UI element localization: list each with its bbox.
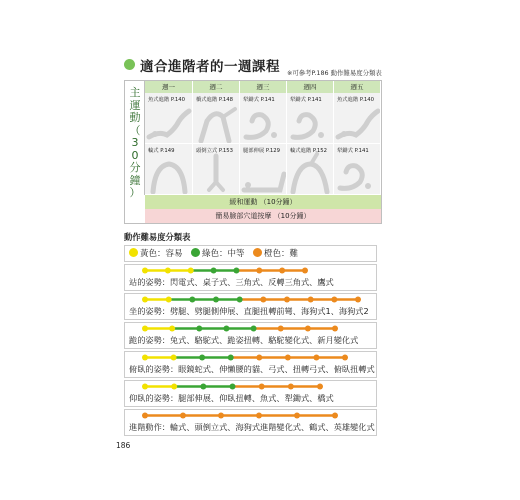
pose-list-text: 仰臥的姿勢：腿部伸展、仰臥扭轉、魚式、犁鋤式、橋式 bbox=[129, 393, 334, 403]
difficulty-dot-icon bbox=[256, 268, 262, 274]
difficulty-dot-icon bbox=[211, 268, 217, 274]
title-bullet-icon bbox=[124, 59, 135, 70]
difficulty-track bbox=[125, 412, 355, 419]
difficulty-dot-icon bbox=[331, 297, 337, 303]
difficulty-dot-icon bbox=[142, 413, 148, 419]
page-title: 適合進階者的一週課程 bbox=[140, 59, 280, 75]
difficulty-dot-icon bbox=[233, 268, 239, 274]
reference-note: ※可參考P.186 動作難易度分類表 bbox=[287, 69, 382, 77]
difficulty-row bbox=[124, 351, 377, 378]
yoga-pose-figure-icon bbox=[334, 101, 381, 144]
difficulty-dot-icon bbox=[171, 355, 177, 361]
schedule-cell bbox=[240, 144, 287, 195]
legend-item-hard bbox=[253, 247, 298, 261]
difficulty-row bbox=[124, 264, 377, 291]
difficulty-dot-icon bbox=[171, 384, 177, 390]
difficulty-dot-icon bbox=[332, 326, 338, 332]
pose-label: 輪式 P.149 bbox=[148, 148, 175, 154]
day-header-mon: 週一 bbox=[145, 81, 193, 93]
schedule-cell bbox=[193, 144, 240, 195]
yoga-pose-figure-icon bbox=[334, 152, 381, 195]
yoga-pose-figure-icon bbox=[193, 152, 240, 195]
difficulty-dot-icon bbox=[278, 326, 284, 332]
pose-list-text: 站的姿勢：閃電式、桌子式、三角式、反轉三角式、鷹式 bbox=[129, 277, 334, 287]
difficulty-dot-icon bbox=[223, 326, 229, 332]
pose-label: 犁鋤式 P.141 bbox=[337, 148, 369, 154]
schedule-cell bbox=[145, 144, 193, 195]
difficulty-track bbox=[125, 325, 355, 332]
difficulty-section-title: 動作難易度分類表 bbox=[124, 232, 191, 242]
yoga-pose-figure-icon bbox=[145, 152, 193, 195]
difficulty-dot-icon bbox=[256, 355, 262, 361]
legend-label: 黃色：容易 bbox=[140, 249, 183, 259]
difficulty-dot-icon bbox=[200, 384, 206, 390]
schedule-cell bbox=[287, 93, 334, 144]
green-dot-icon bbox=[191, 248, 200, 257]
difficulty-dot-icon bbox=[142, 297, 148, 303]
pose-label: 犁鋤式 P.141 bbox=[290, 97, 322, 103]
difficulty-dot-icon bbox=[142, 268, 148, 274]
difficulty-dot-icon bbox=[288, 384, 294, 390]
warmup-bar: 緩和運動 （10分鐘） bbox=[145, 195, 381, 209]
difficulty-dot-icon bbox=[237, 297, 243, 303]
pose-list-text: 跪的姿勢：兔式、駱駝式、跪姿扭轉、駱駝變化式、新月變化式 bbox=[129, 335, 359, 345]
difficulty-dot-icon bbox=[256, 413, 262, 419]
difficulty-dot-icon bbox=[251, 326, 257, 332]
yoga-pose-figure-icon bbox=[240, 152, 287, 195]
difficulty-dot-icon bbox=[188, 268, 194, 274]
difficulty-dot-icon bbox=[142, 355, 148, 361]
difficulty-dot-icon bbox=[317, 384, 323, 390]
difficulty-dot-icon bbox=[285, 355, 291, 361]
difficulty-dot-icon bbox=[313, 355, 319, 361]
orange-dot-icon bbox=[253, 248, 262, 257]
pose-label: 輪式進階 P.152 bbox=[290, 148, 328, 154]
difficulty-row bbox=[124, 322, 377, 349]
difficulty-track bbox=[125, 354, 365, 361]
legend-label: 綠色：中等 bbox=[202, 249, 245, 259]
pose-label: 犁鋤式 P.141 bbox=[243, 97, 275, 103]
pose-list-text: 坐的姿勢：劈腿、劈腿側伸展、直腿扭轉前彎、海狗式1、海狗式2 bbox=[129, 306, 369, 316]
weekly-schedule-table bbox=[124, 80, 382, 224]
yellow-dot-icon bbox=[129, 248, 138, 257]
difficulty-dot-icon bbox=[142, 326, 148, 332]
difficulty-dot-icon bbox=[199, 355, 205, 361]
difficulty-dot-icon bbox=[169, 326, 175, 332]
schedule-cell bbox=[193, 93, 240, 144]
page-number: 186 bbox=[116, 441, 131, 450]
yoga-pose-figure-icon bbox=[145, 101, 193, 144]
day-header-thu: 週四 bbox=[287, 81, 334, 93]
difficulty-dot-icon bbox=[284, 297, 290, 303]
difficulty-dot-icon bbox=[305, 326, 311, 332]
schedule-cell bbox=[287, 144, 334, 195]
difficulty-dot-icon bbox=[228, 355, 234, 361]
yoga-pose-figure-icon bbox=[240, 101, 287, 144]
legend-item-easy bbox=[129, 247, 183, 261]
difficulty-dot-icon bbox=[308, 297, 314, 303]
difficulty-row bbox=[124, 409, 377, 436]
difficulty-dot-icon bbox=[279, 268, 285, 274]
yoga-pose-figure-icon bbox=[193, 101, 240, 144]
difficulty-dot-icon bbox=[218, 413, 224, 419]
pose-label: 橋式進階 P.148 bbox=[196, 97, 234, 103]
schedule-side-label-cell bbox=[125, 81, 145, 199]
difficulty-row bbox=[124, 380, 377, 407]
difficulty-track bbox=[125, 267, 325, 274]
difficulty-dot-icon bbox=[165, 268, 171, 274]
schedule-cell bbox=[145, 93, 193, 144]
schedule-cell bbox=[334, 144, 381, 195]
difficulty-track bbox=[125, 296, 378, 303]
difficulty-track bbox=[125, 383, 340, 390]
difficulty-dot-icon bbox=[302, 268, 308, 274]
pose-label: 魚式進階 P.140 bbox=[337, 97, 375, 103]
yoga-pose-figure-icon bbox=[287, 101, 334, 144]
difficulty-dot-icon bbox=[260, 297, 266, 303]
difficulty-legend bbox=[124, 245, 377, 262]
day-header-wed: 週三 bbox=[240, 81, 287, 93]
schedule-cell bbox=[240, 93, 287, 144]
difficulty-dot-icon bbox=[213, 297, 219, 303]
difficulty-dot-icon bbox=[294, 413, 300, 419]
day-header-fri: 週五 bbox=[334, 81, 381, 93]
pose-list-text: 俯臥的姿勢：眼鏡蛇式、伸懶腰的貓、弓式、扭轉弓式、俯臥扭轉式 bbox=[129, 364, 375, 374]
massage-bar: 簡易臉部穴道按摩 （10分鐘） bbox=[145, 209, 381, 223]
pose-label: 頭倒立式 P.153 bbox=[196, 148, 234, 154]
schedule-cell bbox=[334, 93, 381, 144]
pose-label: 魚式進階 P.140 bbox=[148, 97, 186, 103]
legend-label: 橙色：難 bbox=[264, 249, 299, 259]
difficulty-dot-icon bbox=[355, 297, 361, 303]
day-header-tue: 週二 bbox=[193, 81, 240, 93]
difficulty-dot-icon bbox=[180, 413, 186, 419]
difficulty-dot-icon bbox=[259, 384, 265, 390]
yoga-pose-figure-icon bbox=[287, 152, 334, 195]
difficulty-dot-icon bbox=[142, 384, 148, 390]
difficulty-dot-icon bbox=[342, 355, 348, 361]
pose-label: 腿部伸展 P.129 bbox=[243, 148, 281, 154]
difficulty-dot-icon bbox=[189, 297, 195, 303]
difficulty-dot-icon bbox=[332, 413, 338, 419]
pose-list-text: 進階動作：輪式、頭倒立式、海狗式進階變化式、鶴式、英雄變化式 bbox=[129, 422, 375, 432]
difficulty-dot-icon bbox=[166, 297, 172, 303]
legend-item-medium bbox=[191, 247, 245, 261]
schedule-side-label: 主 運 動 （ 3 0 分 鐘 ） bbox=[129, 86, 141, 199]
difficulty-row bbox=[124, 293, 377, 320]
difficulty-dot-icon bbox=[230, 384, 236, 390]
difficulty-dot-icon bbox=[196, 326, 202, 332]
